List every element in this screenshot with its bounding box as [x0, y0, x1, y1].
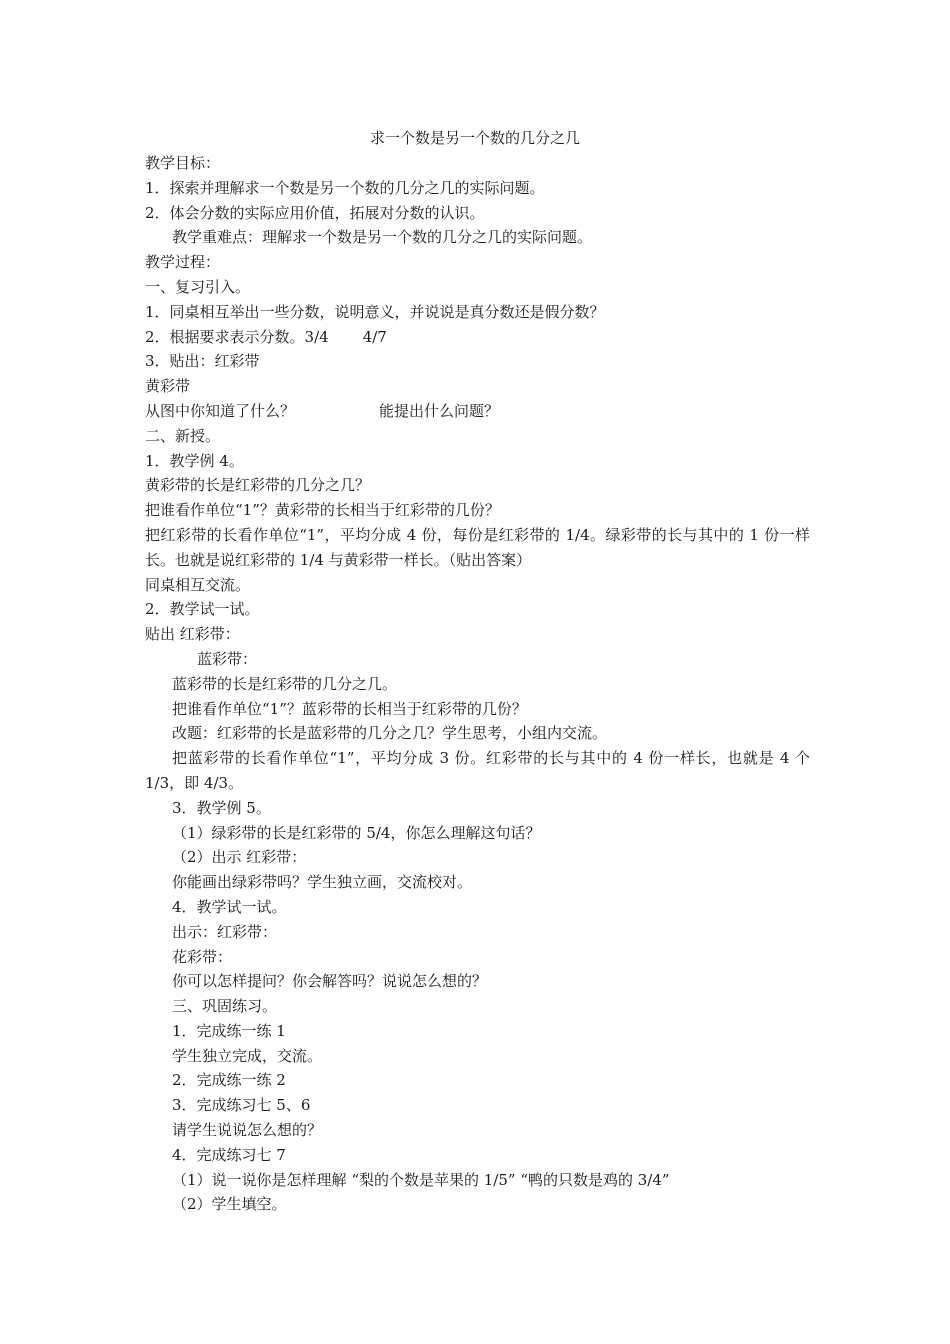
section-heading-review: 一、复习引入。: [145, 277, 251, 296]
lesson-question: 黄彩带的长是红彩带的几分之几？: [145, 476, 371, 495]
review-item-2-text: 2．根据要求表示分数。3/4: [145, 327, 329, 346]
yellow-ribbon-label: 黄彩带: [145, 377, 191, 396]
lesson-question: 蓝彩带的长是红彩带的几分之几。: [172, 674, 398, 693]
objective-item: 1．探索并理解求一个数是另一个数的几分之几的实际问题。: [145, 178, 545, 197]
review-item: 1．同桌相互举出一些分数，说明意义，并说说是真分数还是假分数？: [145, 302, 605, 321]
practice-question: （1）说一说你是怎样理解 “梨的个数是苹果的 1/5” “鸭的只数是鸡的 3/4”: [172, 1170, 670, 1189]
ribbon-label: 花彩带：: [172, 947, 233, 966]
objectives-heading: 教学目标：: [145, 154, 221, 172]
lesson-item: 2．教学试一试。: [145, 600, 260, 619]
lesson-question: （1）绿彩带的长是红彩带的 5/4，你怎么理解这句话？: [172, 823, 541, 842]
question-ask: 能提出什么问题？: [379, 401, 500, 420]
document-title: 求一个数是另一个数的几分之几: [369, 129, 580, 147]
lesson-note: 你能画出绿彩带吗？学生独立画，交流校对。: [172, 873, 473, 892]
document-body: [145, 151, 810, 1217]
practice-note: 学生独立完成，交流。: [172, 1046, 323, 1065]
lesson-question: 把谁看作单位“1”？蓝彩带的长相当于红彩带的几份？: [172, 699, 527, 718]
lesson-item: 3．教学例 5。: [172, 798, 271, 817]
lesson-question: 改题：红彩带的长是蓝彩带的几分之几？学生思考，小组内交流。: [172, 724, 608, 743]
ribbon-label: 出示：红彩带：: [172, 922, 278, 941]
lesson-explanation: 把蓝彩带的长看作单位“1”，平均分成 3 份。红彩带的长与其中的 4 份一样长，也就是 4 个 1/3，即 4/3。: [145, 749, 810, 792]
question-known: 从图中你知道了什么？: [145, 401, 296, 420]
review-item-2-fraction: 4/7: [362, 327, 387, 346]
process-heading: 教学过程：: [145, 253, 221, 272]
practice-item: 3．完成练习七 5、6: [172, 1096, 311, 1115]
lesson-explanation: 把红彩带的长看作单位“1”，平均分成 4 份，每份是红彩带的 1/4。绿彩带的长与其中的 1 份一样长。也就是说红彩带的 1/4 与黄彩带一样长。（贴出答案）: [145, 525, 810, 569]
key-points: 教学重难点：理解求一个数是另一个数的几分之几的实际问题。: [172, 228, 593, 247]
practice-item: 1．完成练一练 1: [172, 1021, 286, 1040]
practice-item: 4．完成练习七 7: [172, 1145, 286, 1164]
lesson-note: 同桌相互交流。: [145, 575, 251, 594]
lesson-question: （2）出示 红彩带：: [172, 848, 307, 867]
practice-question: （2）学生填空。: [172, 1195, 287, 1214]
lesson-item: 1．教学例 4。: [145, 451, 244, 470]
review-item: 3．贴出：红彩带: [145, 352, 260, 371]
practice-note: 请学生说说怎么想的？: [172, 1121, 323, 1140]
ribbon-label: 蓝彩带：: [197, 649, 258, 668]
practice-item: 2．完成练一练 2: [172, 1071, 286, 1090]
lesson-question: 把谁看作单位“1”？黄彩带的长相当于红彩带的几份？: [145, 501, 500, 520]
review-item: [145, 325, 810, 350]
ribbon-label: 贴出 红彩带：: [145, 625, 240, 644]
objective-item: 2．体会分数的实际应用价值，拓展对分数的认识。: [145, 203, 485, 222]
section-heading-practice: 三、巩固练习。: [172, 997, 278, 1016]
section-heading-new: 二、新授。: [145, 426, 221, 445]
lesson-item: 4．教学试一试。: [172, 897, 287, 916]
review-questions: [145, 399, 810, 424]
lesson-question: 你可以怎样提问？你会解答吗？说说怎么想的？: [172, 972, 488, 991]
